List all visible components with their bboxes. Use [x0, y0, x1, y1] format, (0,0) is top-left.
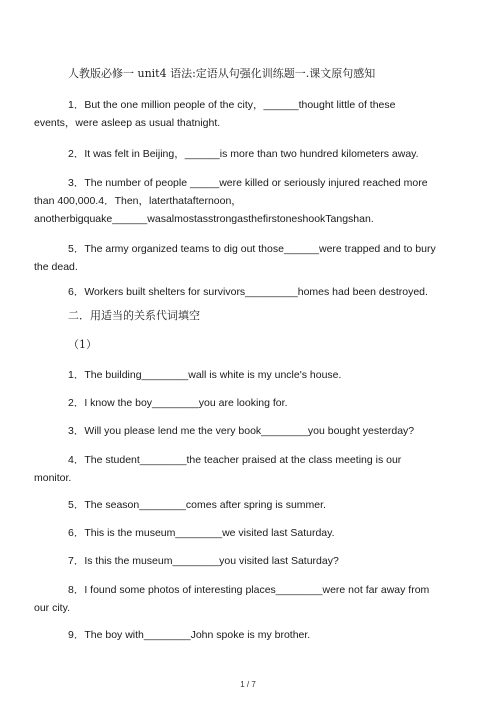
- question-item: [68, 626, 450, 644]
- question-continuation: events，were asleep as usual thatnight.: [34, 117, 221, 129]
- question-continuation: monitor.: [34, 472, 72, 484]
- question-item: [68, 283, 450, 301]
- question-line: 5．The season________comes after spring is summer.: [68, 499, 326, 511]
- question-continuation: the dead.: [34, 261, 78, 273]
- question-item: [68, 496, 450, 514]
- question-item: [68, 174, 450, 192]
- question-line: 2．It was felt in Beijing，______is more than two hundred kilometers away.: [68, 148, 419, 160]
- question-item: [68, 394, 450, 412]
- question-line: 6．Workers built shelters for survivors_________homes had been destroyed.: [68, 286, 428, 298]
- question-item: [68, 145, 450, 163]
- question-item: [68, 366, 450, 384]
- question-item: [68, 96, 450, 114]
- question-line: 6．This is the museum________we visited last Saturday.: [68, 527, 335, 539]
- question-line: 5．The army organized teams to dig out those______were trapped and to bury: [68, 243, 436, 255]
- question-line: 1．But the one million people of the city，______thought little of these: [68, 99, 396, 111]
- question-continuation: our city.: [34, 602, 70, 614]
- question-item: [68, 552, 450, 570]
- question-line: 3．Will you please lend me the very book________you bought yesterday?: [68, 425, 415, 437]
- question-line: 4．The student________the teacher praised at the class meeting is our: [68, 454, 402, 466]
- section-subheading: （1）: [68, 338, 97, 351]
- question-item: [68, 524, 450, 542]
- question-line: 8．I found some photos of interesting places________were not far away from: [68, 584, 430, 596]
- section-heading: 二．用适当的关系代词填空: [68, 309, 200, 322]
- question-line: 9．The boy with________John spoke is my brother.: [68, 629, 311, 641]
- page-indicator: 1 / 7: [240, 680, 256, 689]
- page-title: 人教版必修一 unit4 语法:定语从句强化训练题一.课文原句感知: [68, 67, 376, 80]
- question-line: 7．Is this the museum________you visited last Saturday?: [68, 555, 339, 567]
- question-item: [68, 581, 450, 599]
- question-continuation: anotherbigquake______wasalmostasstrongasthefirstoneshookTangshan.: [34, 213, 374, 225]
- question-item: [68, 451, 450, 469]
- question-continuation: than 400,000.4．Then，laterthatafternoon，: [34, 195, 242, 207]
- question-item: [68, 422, 450, 440]
- question-line: 1．The building________wall is white is my uncle's house.: [68, 369, 342, 381]
- question-line: 2．I know the boy________you are looking for.: [68, 397, 288, 409]
- question-item: [68, 240, 450, 258]
- question-line: 3．The number of people _____were killed or seriously injured reached more: [68, 177, 428, 189]
